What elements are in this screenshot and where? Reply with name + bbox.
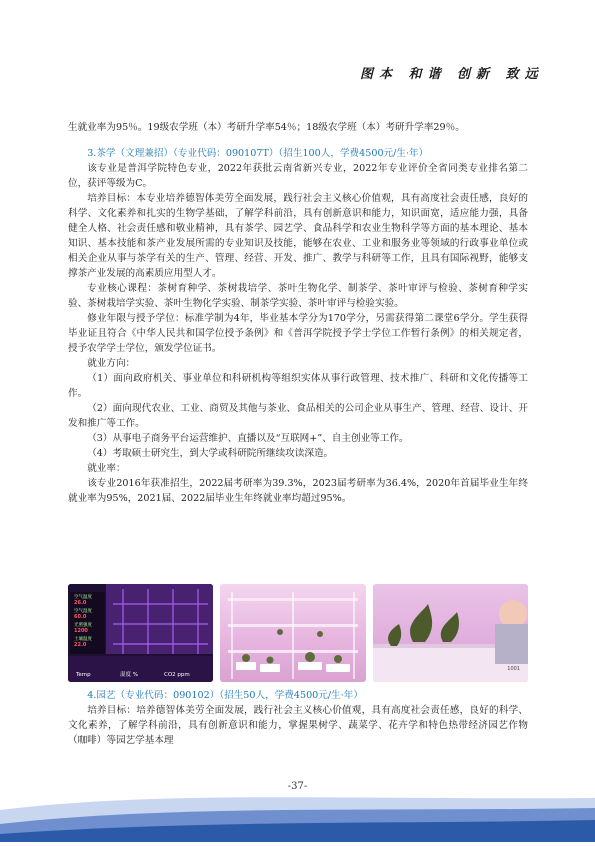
dash-label-1: 空气温度 <box>74 595 92 600</box>
paragraph-employment-title: 就业方向： <box>87 358 136 369</box>
page-number: -37- <box>287 781 308 792</box>
list-item-1: （1）面向政府机关、事业单位和科研机构等组织实体从事行政管理、技术推广、科研和文化传播等工作。 <box>68 373 528 399</box>
paragraph-goal: 培养目标：本专业培养德智体美劳全面发展，践行社会主义核心价值观，具有高度社会责任感，良好的科学、文化素养和扎实的生物学基础，了解学科前沿，具有创新意识和能力，知识面宽，适应能力强，具备健全人格、社会责任感和敬业精神，具有茶学、园艺学、食品科学和农业生物科学等方面的基本理论、基本知识、基本技能和茶产业发展所需的专业知识及技能，能够在农业、工业和服务业等领域的行政事业单位或相关企业从事与茶学有关的生产、管理、经营、开发、推广、教学与科研等工作，且具有国际视野，能够支撑茶产业发展的高素质应用型人才。 <box>68 193 528 279</box>
paragraph-intro: 该专业是普洱学院特色专业，2022年获批云南省新兴专业，2022年专业评价全省同类专业排名第二位，获评等级为C。 <box>68 163 528 189</box>
photo-strip <box>68 584 528 682</box>
list-item-2: （2）面向现代农业、工业、商贸及其他与茶业、食品相关的公司企业从事生产、管理、经营、设计、开发和推广等工作。 <box>68 403 528 429</box>
paragraph-horticulture-goal: 培养目标：培养德智体美劳全面发展，践行社会主义核心价值观，具有高度社会责任感，良好的科学、文化素养，了解学科前沿，具有创新意识和能力，掌握果树学、蔬菜学、花卉学和特色热带经济园艺作物（咖啡）等园艺学基本理 <box>68 705 528 746</box>
paragraph-rate-title: 就业率： <box>87 463 126 474</box>
dash-label-3: 光照强度 <box>74 623 92 628</box>
dash-label-2: 空气湿度 <box>74 609 92 614</box>
paragraph-rate: 该专业2016年获准招生，2022届考研率为39.3%，2023届考研率为36.4%，2020年首届毕业生年终就业率为95%，2021届、2022届毕业生年终就业率均超过95%。 <box>68 478 528 504</box>
list-item-4: （4）考取硕士研究生，到大学或科研院所继续攻读深造。 <box>87 448 334 459</box>
dash-value-4: 22.0 <box>74 642 87 648</box>
trough-label: 1001 <box>507 666 520 672</box>
paragraph-degree: 修业年限与授予学位：标准学制为4年，毕业基本学分为170学分，另需获得第二课堂6学分。学生获得毕业证且符合《中华人民共和国学位授予条例》和《普洱学院授予学士学位工作暂行条例》的相关规定者，授予农学学士学位，颁发学位证书。 <box>68 313 528 354</box>
dash-value-3: 1200 <box>74 628 88 634</box>
dash-value-2: 60.0 <box>74 614 87 620</box>
paragraph-courses: 专业核心课程：茶树育种学、茶树栽培学、茶叶生物化学、制茶学、茶叶审评与检验、茶树育种学实验、茶树栽培学实验、茶叶生物化学实验、制茶学实验、茶叶审评与检验实验。 <box>68 283 528 309</box>
dash-value-1: 26.0 <box>74 600 87 606</box>
dash-bottom-temp: Temp <box>76 672 91 678</box>
main-text-continued <box>68 688 528 748</box>
section-heading-horticulture: 4.园艺（专业代码：090102）（招生50人，学费4500元/生·年） <box>87 690 363 701</box>
school-motto: 图本 和谐 创新 致远 <box>360 67 544 82</box>
list-item-3: （3）从事电子商务平台运营维护、直播以及“互联网+”、自主创业等工作。 <box>87 433 409 444</box>
photo-greenhouse-dashboard <box>68 584 213 682</box>
dash-bottom-co2: CO2 ppm <box>164 672 190 678</box>
main-text <box>68 120 528 506</box>
photo-planting-trough <box>373 584 528 682</box>
photo-growth-racks <box>220 584 366 682</box>
dash-label-4: 土壤温度 <box>74 637 92 642</box>
footer-decoration <box>0 790 595 842</box>
paragraph-continuation: 生就业率为95％。19级农学班（本）考研升学率54％；18级农学班（本）考研升学率29％。 <box>68 122 465 133</box>
dash-bottom-humidity: 湿度 % <box>120 672 138 678</box>
section-heading-tea: 3.茶学（文理兼招）（专业代码：090107T）（招生100人，学费4500元/生·年） <box>87 148 429 159</box>
